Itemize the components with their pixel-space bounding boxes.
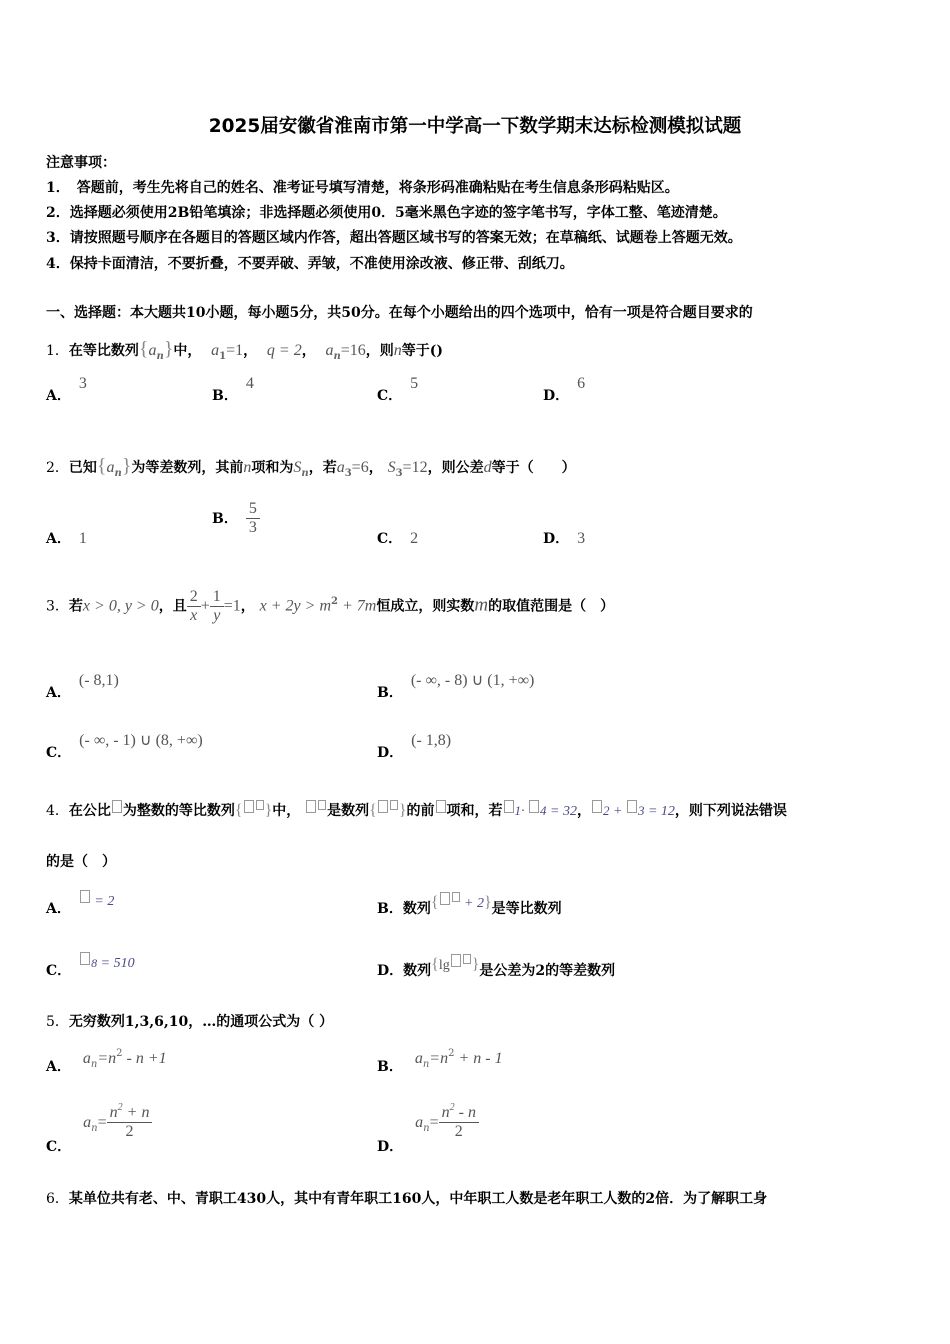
q5-option-d[interactable]: D．$a_n=$ $\frac{n^2 - n}{2}$ xyxy=(377,1104,479,1141)
q1-option-c[interactable]: C．5 xyxy=(377,375,419,404)
question-4: 4．在公比 为整数的等比数列{ }中， 是数列{ }的前 项和，若 1· 4 = 32， 2 + 3 = 12，则下列说法错误 xyxy=(46,802,787,819)
q4-option-d[interactable]: D．数列{lg }是公差为2的等差数列 xyxy=(377,956,616,979)
q1-option-d[interactable]: D．6 xyxy=(543,375,586,404)
notice-item-2: 2．选择题必须使用2B铅笔填涂；非选择题必须使用0．5毫米黑色字迹的签字笔书写，字体工整、笔迹清楚。 xyxy=(46,205,727,221)
question-5: 5．无穷数列1,3,6,10，…的通项公式为（ ） xyxy=(46,1014,334,1030)
page-title: 2025届安徽省淮南市第一中学高一下数学期末达标检测模拟试题 xyxy=(208,116,742,137)
notice-item-4: 4．保持卡面清洁，不要折叠，不要弄破、弄皱，不准使用涂改液、修正带、刮纸刀。 xyxy=(46,256,574,272)
section-heading: 一、选择题：本大题共10小题，每小题5分，共50分。在每个小题给出的四个选项中，恰有一项是符合题目要求的 xyxy=(46,305,753,321)
q4-option-b[interactable]: B．数列{ + 2}是等比数列 xyxy=(377,894,562,917)
q3-number: 3． xyxy=(46,598,69,615)
q2-option-c[interactable]: C． 2 xyxy=(377,530,419,547)
q4-option-c[interactable]: C． 8 = 510 xyxy=(46,960,135,980)
notice-item-1: 1． 答题前，考生先将自己的姓名、准考证号填写清楚，将条形码准确粘贴在考生信息条形码粘贴区。 xyxy=(46,180,679,196)
q1-option-b[interactable]: B．4 xyxy=(212,375,254,404)
q3-option-b[interactable]: B．(- ∞, - 8) ∪ (1, +∞) xyxy=(377,672,535,701)
q1-number: 1． xyxy=(46,343,69,359)
q2-option-a[interactable]: A． 1 xyxy=(46,530,87,547)
q2-option-d[interactable]: D． 3 xyxy=(543,530,586,547)
q2-number: 2． xyxy=(46,460,69,476)
q3-option-c[interactable]: C．(- ∞, - 1) ∪ (8, +∞) xyxy=(46,732,203,761)
q1-option-a[interactable]: A．3 xyxy=(46,375,87,404)
question-3: 3．若x > 0, y > 0，且 $\frac{2}{x}$ + $\frac{1}{y}$ =1， $x + 2y > m^2 + 7m$恒成立，则实数m的取值范围是（ ） xyxy=(46,588,615,624)
notice-heading: 注意事项： xyxy=(46,155,116,171)
q5-option-c[interactable]: C．$a_n=$ $\frac{n^2 + n}{2}$ xyxy=(46,1104,152,1141)
notice-item-3: 3．请按照题号顺序在各题目的答题区域内作答，超出答题区域书写的答案无效；在草稿纸、试题卷上答题无效。 xyxy=(46,230,742,246)
q6-number: 6． xyxy=(46,1191,69,1207)
q5-number: 5． xyxy=(46,1014,69,1030)
q4-text-cont: 的是（ ） xyxy=(46,854,116,870)
q3-option-d[interactable]: D．(- 1,8) xyxy=(377,732,452,761)
q4-number: 4． xyxy=(46,803,69,819)
question-6: 6．某单位共有老、中、青职工430人，其中有青年职工160人，中年职工人数是老年职工人数的2倍．为了解职工身 xyxy=(46,1191,768,1207)
q3-option-a[interactable]: A．(- 8,1) xyxy=(46,672,119,701)
q5-option-a[interactable]: A． $a_n=n^2 - n +1$ xyxy=(46,1048,167,1075)
question-2: 2．已知$\{a_n\}$为等差数列，其前n项和为$S_n$，若$a_3=6$， $S_3=12$，则公差d等于（ ） xyxy=(46,455,576,479)
q4-option-a[interactable]: A． = 2 xyxy=(46,898,114,918)
q5-option-b[interactable]: B． $a_n=n^2 + n - 1$ xyxy=(377,1048,503,1075)
question-1: 1．在等比数列$\{a_n\}$中， $a_1=1$， q = 2， $a_n=16$，则n等于() xyxy=(46,338,444,362)
q2-option-b[interactable]: B． $\frac{5}{3}$ xyxy=(212,500,260,537)
